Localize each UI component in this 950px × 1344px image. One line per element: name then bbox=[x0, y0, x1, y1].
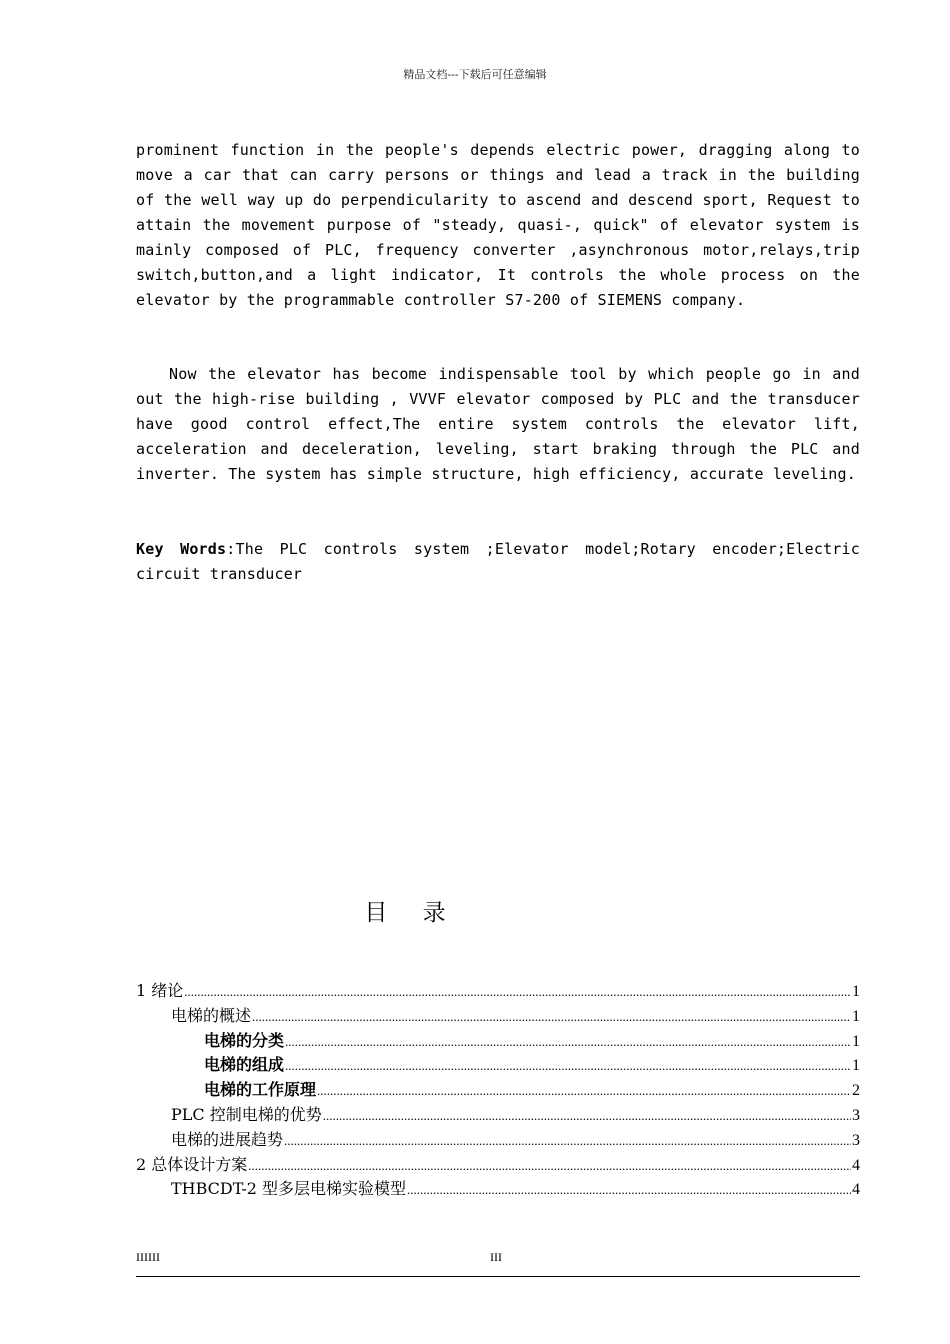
toc-entry-page: 4 bbox=[852, 1156, 860, 1174]
toc-entry[interactable] bbox=[136, 1103, 860, 1128]
toc-leader-dots bbox=[285, 1030, 851, 1055]
toc-entry-page: 1 bbox=[852, 1057, 860, 1075]
footer-page-number: III bbox=[490, 1250, 502, 1264]
abstract-paragraph-1: prominent function in the people's depends electric power, dragging along to move a car that can carry persons or things and lead a track in the building of the well way up do perpendicularity to ascend and descend sport, Request to attain the movement purpose of "steady, quasi-, quick" of elevator system is mainly composed of PLC, frequency converter ,asynchronous motor,relays,trip switch,button,and a light indicator, It controls the whole process on the elevator by the programmable controller S7-200 of SIEMENS company. bbox=[136, 141, 860, 309]
keywords-paragraph bbox=[136, 537, 860, 587]
toc-entry-label: 电梯的概述 bbox=[171, 1005, 252, 1025]
toc-entry[interactable] bbox=[136, 1177, 860, 1202]
toc-leader-dots bbox=[252, 1005, 851, 1030]
page-header: 精品文档---下载后可任意编辑 bbox=[403, 68, 547, 81]
toc-leader-dots bbox=[248, 1154, 851, 1179]
keywords-label: Key Words bbox=[136, 540, 227, 558]
toc-entry-label: 1 绪论 bbox=[136, 981, 184, 1000]
keywords-text: :The PLC controls system ;Elevator model;Rotary encoder;Electric circuit transducer bbox=[136, 540, 860, 583]
toc-entry-label: 2 总体设计方案 bbox=[136, 1154, 248, 1174]
toc-entry[interactable] bbox=[136, 1053, 860, 1078]
toc-entry-page: 2 bbox=[852, 1082, 860, 1100]
toc-entry[interactable] bbox=[136, 1029, 860, 1054]
toc-entry-label: 电梯的工作原理 bbox=[204, 1080, 317, 1100]
toc-entry-page: 4 bbox=[852, 1181, 860, 1199]
toc-entry-page: 1 bbox=[852, 983, 860, 1000]
toc-entry[interactable] bbox=[136, 1078, 860, 1103]
toc-leader-dots bbox=[184, 980, 851, 1005]
toc-entry[interactable] bbox=[136, 979, 860, 1004]
toc-entry-label: 电梯的组成 bbox=[204, 1055, 285, 1075]
toc-leader-dots bbox=[317, 1079, 851, 1104]
toc-entry-label: 电梯的分类 bbox=[204, 1030, 285, 1050]
footer-divider bbox=[136, 1276, 860, 1277]
toc-entry[interactable] bbox=[136, 1153, 860, 1178]
toc-title: 目 录 bbox=[364, 900, 460, 926]
toc-entry-page: 3 bbox=[852, 1106, 860, 1124]
toc-leader-dots bbox=[323, 1104, 851, 1129]
abstract-paragraph-2: Now the elevator has become indispensable tool by which people go in and out the high-rise building , VVVF elevator composed by PLC and the transducer have good control effect,The entire system controls the elevator lift, acceleration and deceleration, leveling, start braking through the PLC and inverter. The system has simple structure, high efficiency, accurate leveling. bbox=[136, 365, 860, 483]
toc-entry-page: 3 bbox=[852, 1131, 860, 1149]
toc-entry[interactable] bbox=[136, 1128, 860, 1153]
toc-entry-label: THBCDT-2 型多层电梯实验模型 bbox=[171, 1179, 407, 1199]
toc-entry[interactable] bbox=[136, 1004, 860, 1029]
table-of-contents bbox=[136, 979, 860, 1202]
toc-leader-dots bbox=[407, 1178, 851, 1203]
toc-entry-label: 电梯的进展趋势 bbox=[171, 1129, 284, 1149]
toc-entry-page: 1 bbox=[852, 1032, 860, 1050]
toc-leader-dots bbox=[285, 1054, 851, 1079]
toc-leader-dots bbox=[284, 1129, 851, 1154]
footer-left-text: IIIIII bbox=[136, 1250, 160, 1264]
toc-entry-label: PLC 控制电梯的优势 bbox=[171, 1104, 322, 1124]
toc-entry-page: 1 bbox=[852, 1007, 860, 1025]
